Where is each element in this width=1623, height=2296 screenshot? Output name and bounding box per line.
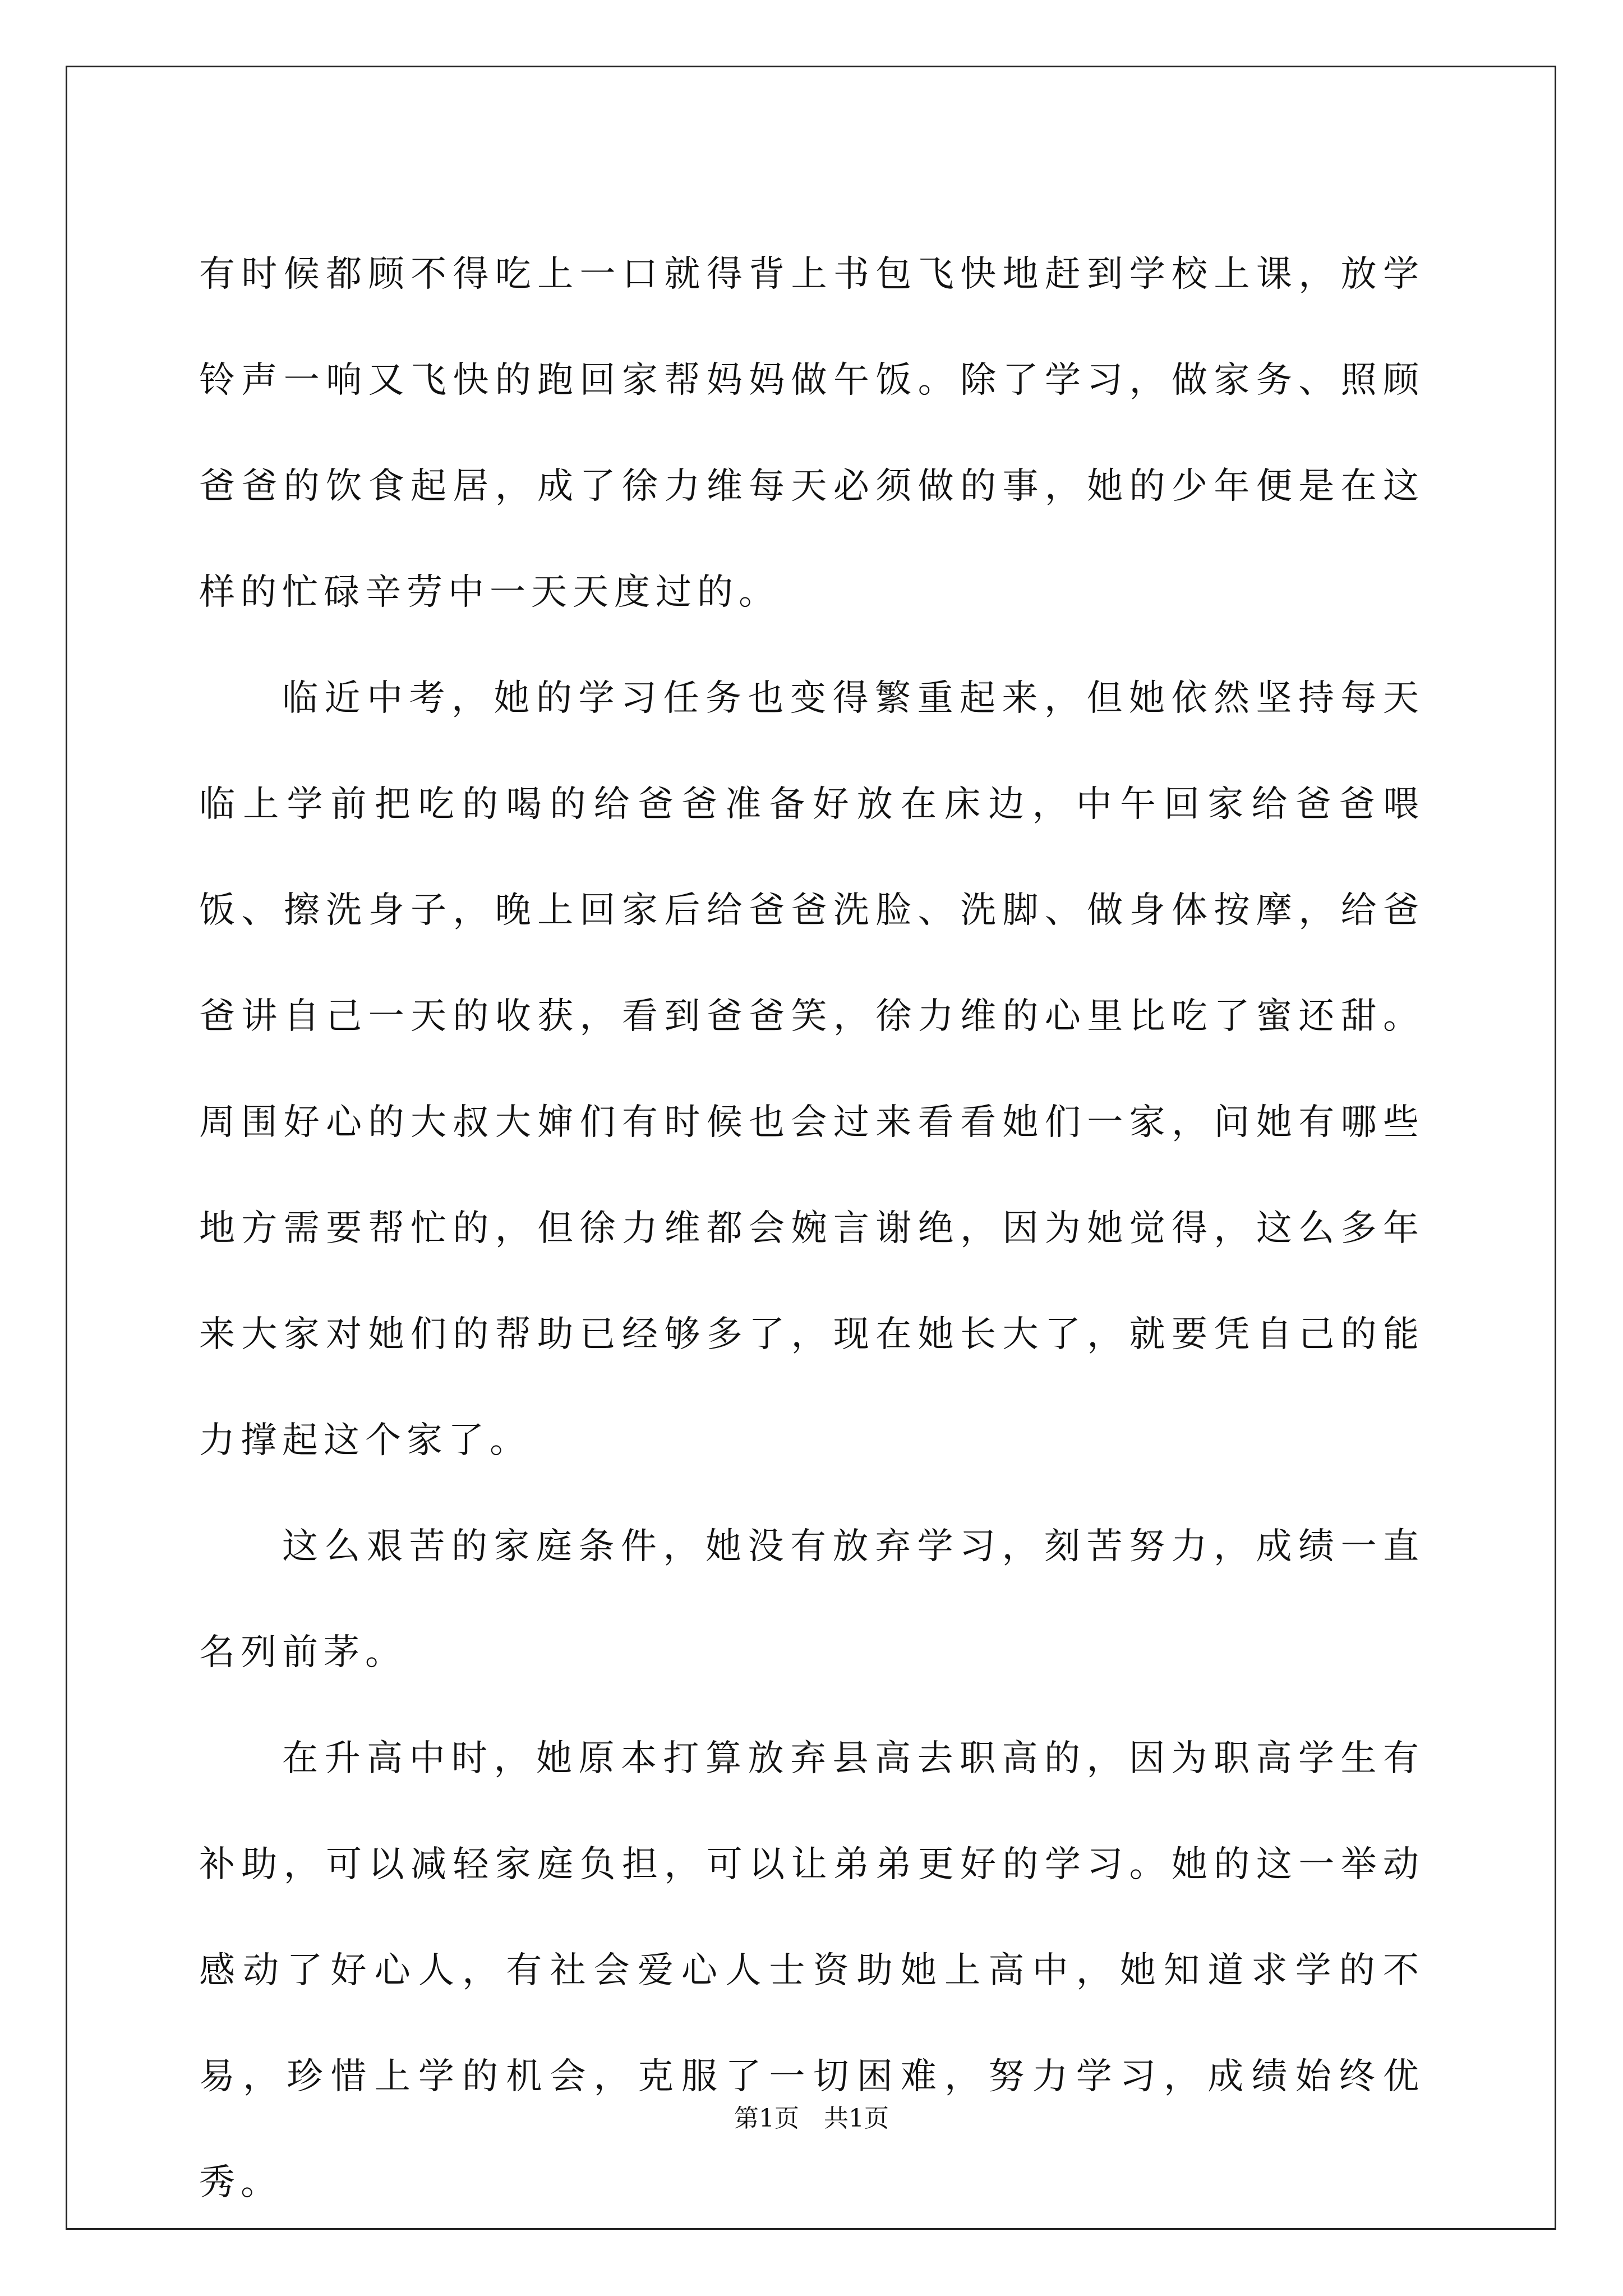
- paragraph-1: 有时候都顾不得吃上一口就得背上书包飞快地赶到学校上课，放学铃声一响又飞快的跑回家帮妈妈做午饭。除了学习，做家务、照顾爸爸的饮食起居，成了徐力维每天必须做的事，她的少年便是在这样的忙碌辛劳中一天天度过的。: [199, 254, 1424, 613]
- page-number-footer: 第1页 共1页: [734, 2104, 889, 2133]
- paragraph-3: 这么艰苦的家庭条件，她没有放弃学习，刻苦努力，成绩一直名列前茅。: [199, 1526, 1424, 1673]
- document-body: [199, 222, 1424, 2236]
- paragraph-2: 临近中考，她的学习任务也变得繁重起来，但她依然坚持每天临上学前把吃的喝的给爸爸准备好放在床边，中午回家给爸爸喂饭、擦洗身子，晚上回家后给爸爸洗脸、洗脚、做身体按摩，给爸爸讲自己一天的收获，看到爸爸笑，徐力维的心里比吃了蜜还甜。周围好心的大叔大婶们有时候也会过来看看她们一家，问她有哪些地方需要帮忙的，但徐力维都会婉言谢绝，因为她觉得，这么多年来大家对她们的帮助已经够多了，现在她长大了，就要凭自己的能力撑起这个家了。: [199, 678, 1424, 1461]
- paragraph-4: 在升高中时，她原本打算放弃县高去职高的，因为职高学生有补助，可以减轻家庭负担，可以让弟弟更好的学习。她的这一举动感动了好心人，有社会爱心人士资助她上高中，她知道求学的不易，珍惜上学的机会，克服了一切困难，努力学习，成绩始终优秀。: [199, 1738, 1424, 2203]
